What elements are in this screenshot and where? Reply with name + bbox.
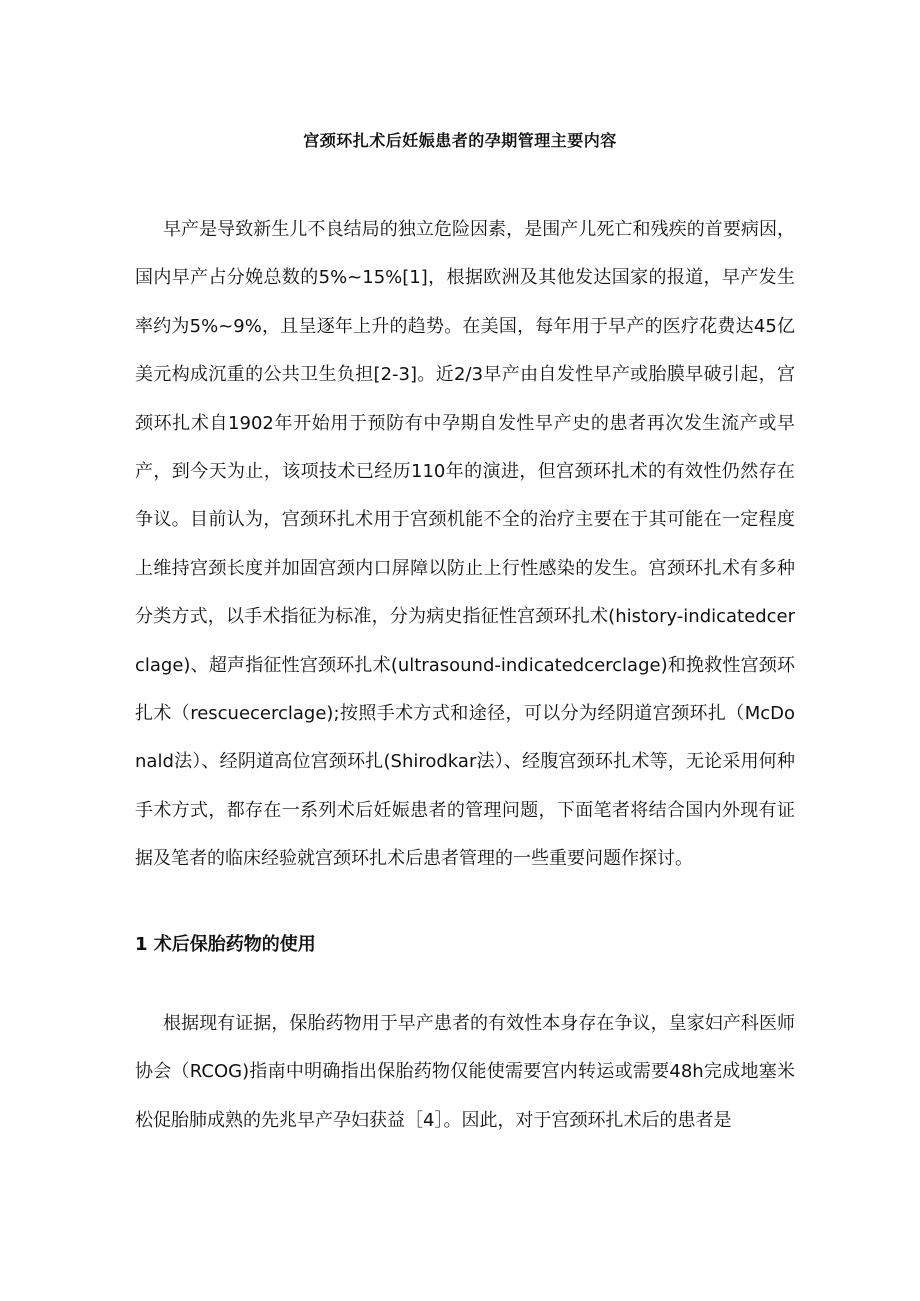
intro-paragraph: 早产是导致新生儿不良结局的独立危险因素，是围产儿死亡和残疾的首要病因，国内早产占分娩总数的5%~15%[1]，根据欧洲及其他发达国家的报道，早产发生率约为5%~9%，且呈逐年上升的趋势。在美国，每年用于早产的医疗花费达45亿美元构成沉重的公共卫生负担[2-3]。近2/3早产由自发性早产或胎膜早破引起，宫颈环扎术自1902年开始用于预防有中孕期自发性早产史的患者再次发生流产或早产，到今天为止，该项技术已经历110年的演进，但宫颈环扎术的有效性仍然存在争议。目前认为，宫颈环扎术用于宫颈机能不全的治疗主要在于其可能在一定程度上维持宫颈长度并加固宫颈内口屏障以防止上行性感染的发生。宫颈环扎术有多种分类方式，以手术指征为标准，分为病史指征性宫颈环扎术(history-indicatedcerclage)、超声指征性宫颈环扎术(ultrasound-indicatedcerclage)和挽救性宫颈环扎术（rescuecerclage);按照手术方式和途径，可以分为经阴道宫颈环扎（McDonald法）、经阴道高位宫颈环扎(Shirodkar法）、经腹宫颈环扎术等，无论采用何种手术方式，都存在一系列术后妊娠患者的管理问题，下面笔者将结合国内外现有证据及笔者的临床经验就宫颈环扎术后患者管理的一些重要问题作探讨。 [135,219,795,870]
section-heading: 1 术后保胎药物的使用 [135,934,316,955]
section-paragraph: 根据现有证据，保胎药物用于早产患者的有效性本身存在争议，皇家妇产科医师协会（RCOG)指南中明确指出保胎药物仅能使需要宫内转运或需要48h完成地塞米松促胎肺成熟的先兆早产孕妇获益［4］。因此，对于宫颈环扎术后的患者是 [135,1013,795,1131]
document-title: 宫颈环扎术后妊娠患者的孕期管理主要内容 [303,131,617,150]
